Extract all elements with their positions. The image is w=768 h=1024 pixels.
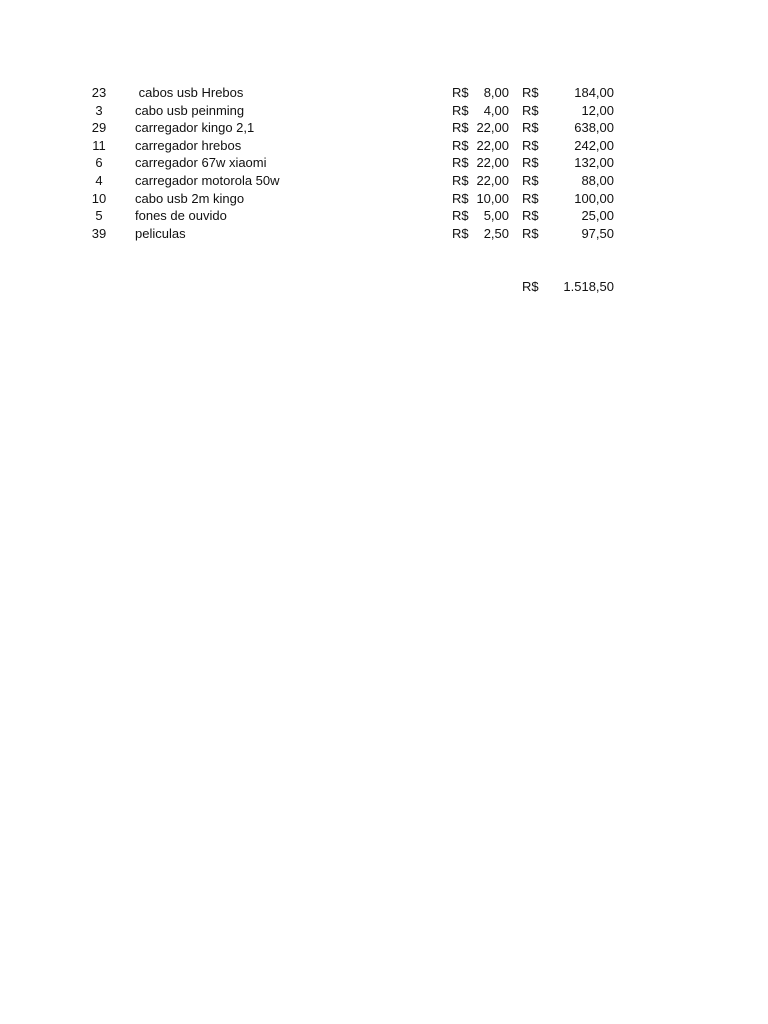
description-cell: cabo usb 2m kingo bbox=[135, 190, 245, 206]
item-table bbox=[0, 84, 768, 242]
unit-currency-cell: R$ bbox=[452, 225, 469, 241]
grand-total-value: 1.518,50 bbox=[563, 279, 614, 294]
quantity-cell: 23 bbox=[91, 85, 107, 100]
total-currency-cell: R$ bbox=[522, 85, 539, 100]
quantity-cell: 39 bbox=[91, 225, 107, 241]
table-row bbox=[0, 190, 768, 208]
table-row bbox=[0, 207, 768, 225]
total-currency-cell: R$ bbox=[522, 102, 539, 118]
table-row bbox=[0, 154, 768, 172]
unit-price-cell: 10,00 bbox=[476, 190, 509, 206]
unit-currency-cell: R$ bbox=[452, 172, 469, 188]
quantity-cell: 29 bbox=[91, 120, 107, 136]
unit-price-cell: 22,00 bbox=[476, 172, 509, 188]
table-row bbox=[0, 225, 768, 243]
total-currency-cell: R$ bbox=[522, 172, 539, 188]
table-row bbox=[0, 137, 768, 155]
line-total-cell: 184,00 bbox=[574, 85, 614, 100]
unit-price-cell: 4,00 bbox=[483, 102, 509, 118]
total-currency-cell: R$ bbox=[522, 120, 539, 136]
line-total-cell: 242,00 bbox=[574, 137, 614, 153]
quantity-cell: 6 bbox=[95, 155, 103, 171]
unit-price-cell: 8,00 bbox=[483, 85, 509, 100]
grand-total-row bbox=[0, 278, 768, 296]
quantity-cell: 5 bbox=[95, 208, 103, 224]
line-total-cell: 12,00 bbox=[581, 102, 614, 118]
unit-currency-cell: R$ bbox=[452, 155, 469, 171]
quantity-cell: 3 bbox=[95, 102, 103, 118]
table-row bbox=[0, 102, 768, 120]
unit-price-cell: 5,00 bbox=[483, 208, 509, 224]
line-total-cell: 132,00 bbox=[574, 155, 614, 171]
description-cell: cabo usb peinming bbox=[135, 102, 245, 118]
unit-price-cell: 22,00 bbox=[476, 155, 509, 171]
table-row bbox=[0, 84, 768, 102]
description-cell: carregador motorola 50w bbox=[135, 172, 280, 188]
line-total-cell: 25,00 bbox=[581, 208, 614, 224]
unit-currency-cell: R$ bbox=[452, 102, 469, 118]
grand-total-currency: R$ bbox=[522, 279, 539, 294]
line-total-cell: 97,50 bbox=[581, 225, 614, 241]
description-cell: carregador 67w xiaomi bbox=[135, 155, 267, 171]
unit-currency-cell: R$ bbox=[452, 137, 469, 153]
unit-currency-cell: R$ bbox=[452, 120, 469, 136]
description-cell: peliculas bbox=[135, 225, 186, 241]
total-currency-cell: R$ bbox=[522, 190, 539, 206]
description-cell: fones de ouvido bbox=[135, 208, 227, 224]
unit-currency-cell: R$ bbox=[452, 190, 469, 206]
description-cell: carregador kingo 2,1 bbox=[135, 120, 255, 136]
unit-price-cell: 2,50 bbox=[483, 225, 509, 241]
quantity-cell: 11 bbox=[92, 137, 106, 153]
total-currency-cell: R$ bbox=[522, 137, 539, 153]
table-row bbox=[0, 119, 768, 137]
unit-currency-cell: R$ bbox=[452, 208, 469, 224]
table-row bbox=[0, 172, 768, 190]
unit-currency-cell: R$ bbox=[452, 85, 469, 100]
line-total-cell: 638,00 bbox=[574, 120, 614, 136]
description-cell: carregador hrebos bbox=[135, 137, 242, 153]
quantity-cell: 4 bbox=[95, 172, 103, 188]
unit-price-cell: 22,00 bbox=[476, 120, 509, 136]
quantity-cell: 10 bbox=[91, 190, 107, 206]
description-cell: cabos usb Hrebos bbox=[135, 85, 244, 100]
unit-price-cell: 22,00 bbox=[476, 137, 509, 153]
total-currency-cell: R$ bbox=[522, 225, 539, 241]
line-total-cell: 100,00 bbox=[574, 190, 614, 206]
total-currency-cell: R$ bbox=[522, 155, 539, 171]
total-currency-cell: R$ bbox=[522, 208, 539, 224]
line-total-cell: 88,00 bbox=[581, 172, 614, 188]
